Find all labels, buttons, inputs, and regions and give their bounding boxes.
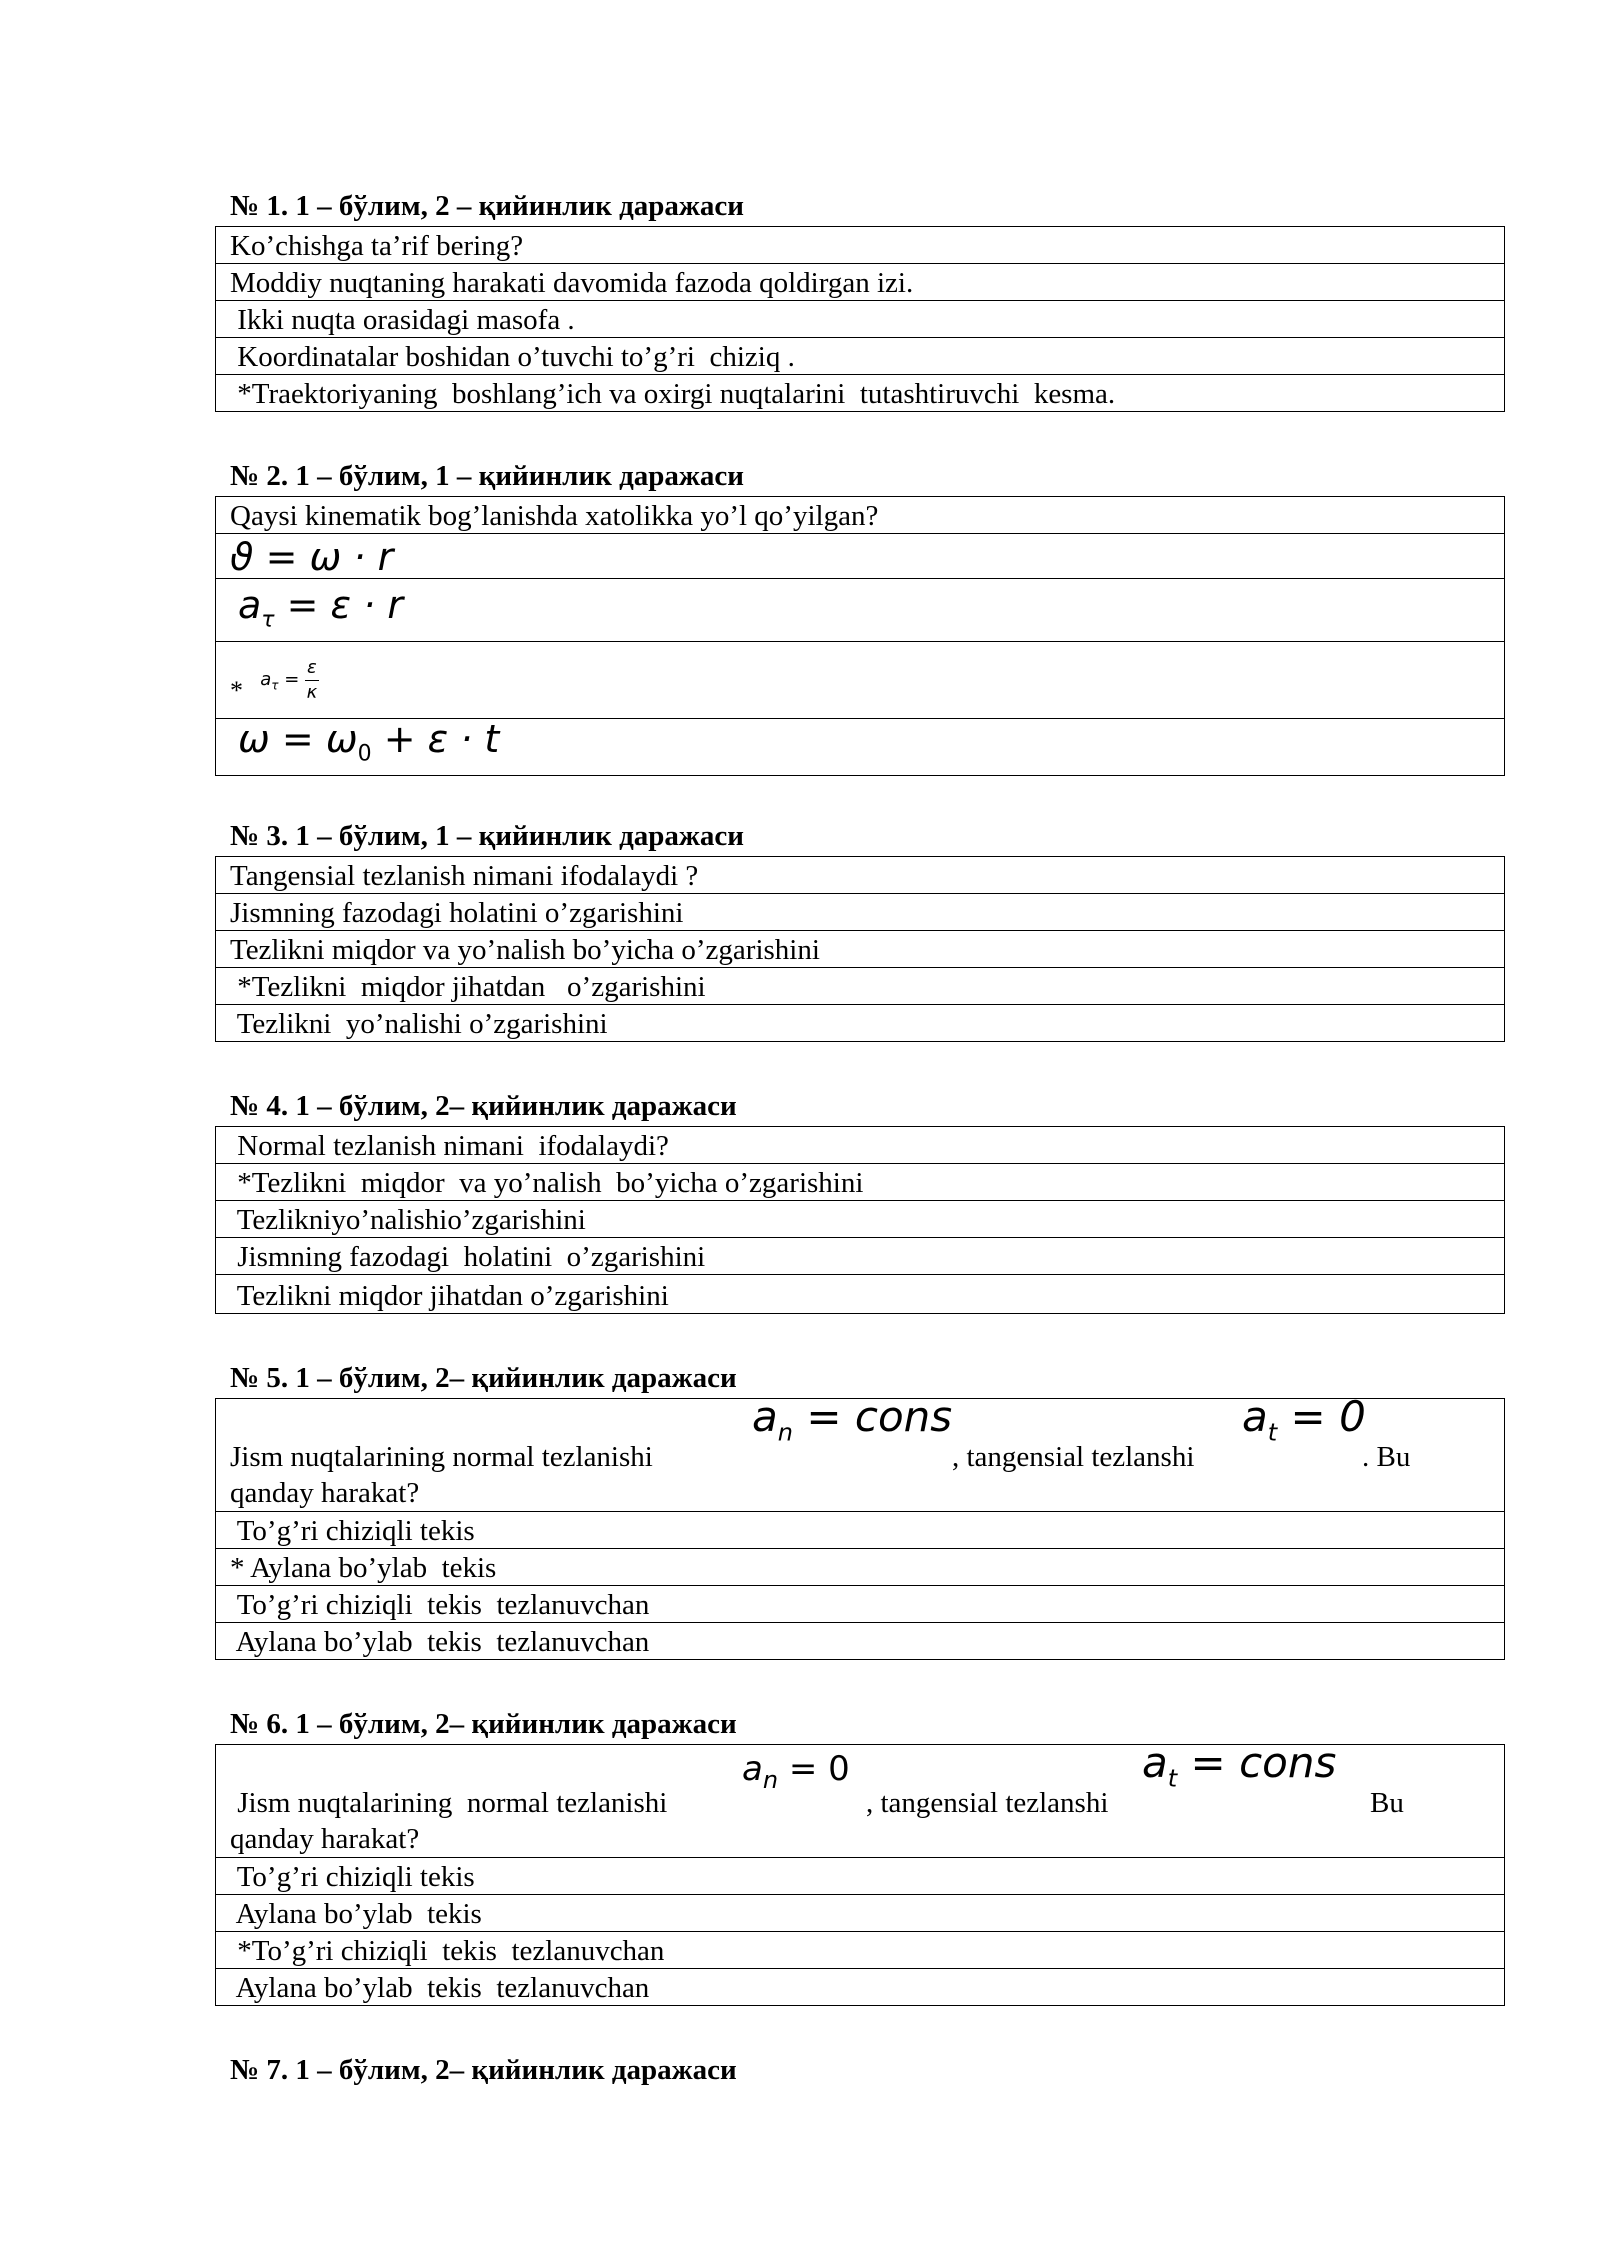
question-1-title: № 1. 1 – бўлим, 2 – қийинлик даражаси [230,190,745,222]
question-text-part: , tangensial tezlanshi [952,1441,1195,1473]
answer-option: *Tezlikni miqdor va yo’nalish bo’yicha o’zgarishini [216,1164,1505,1201]
question-1-table [215,226,1505,412]
question-2-table [215,496,1505,776]
question-7-title: № 7. 1 – бўлим, 2– қийинлик даражаси [230,2054,737,2086]
question-4-title: № 4. 1 – бўлим, 2– қийинлик даражаси [230,1090,737,1122]
question-text-line2: qanday harakat? [230,1823,420,1855]
formula-2: $a_\tau = \varepsilon \cdot r$ [238,583,403,633]
question-6-table [215,1738,1505,2006]
question-2-title: № 2. 1 – бўлим, 1 – қийинлик даражаси [230,460,745,492]
answer-option: Tezlikni yo’nalishi o’zgarishini [216,1005,1505,1042]
answer-option: Jismning fazodagi holatini o’zgarishini [216,1238,1505,1275]
answer-option: To’g’ri chiziqli tekis [216,1858,1505,1895]
question-4-table [215,1126,1505,1314]
question-5-text [216,1392,1505,1512]
answer-option: Tezlikni miqdor jihatdan o’zgarishini [216,1275,1505,1314]
formula-option [216,719,1505,776]
answer-option: *Traektoriyaning boshlang’ich va oxirgi nuqtalarini tutashtiruvchi kesma. [216,375,1505,412]
question-5-table [215,1392,1505,1660]
answer-option: To’g’ri chiziqli tekis [216,1512,1505,1549]
question-text-part: , tangensial tezlanshi [866,1787,1109,1819]
math-normal-accel: $a_n$ = cons [752,1392,953,1447]
formula-option [216,642,1505,719]
math-tangential-accel: $a_t$ = cons [1142,1738,1337,1793]
answer-option: To’g’ri chiziqli tekis tezlanuvchan [216,1586,1505,1623]
answer-option: * Aylana bo’ylab tekis [216,1549,1505,1586]
question-1-text: Ko’chishga ta’rif bering? [216,227,1505,264]
question-text-line2: qanday harakat? [230,1477,420,1509]
formula-3: $a_\tau$ = $\frac{\varepsilon}{\kappa}$ [260,656,318,703]
answer-option: Aylana bo’ylab tekis [216,1895,1505,1932]
answer-option: Koordinatalar boshidan o’tuvchi to’g’ri chiziq . [216,338,1505,375]
answer-option: Aylana bo’ylab tekis tezlanuvchan [216,1969,1505,2006]
answer-option: *To’g’ri chiziqli tekis tezlanuvchan [216,1932,1505,1969]
question-text-part: Bu [1370,1787,1404,1819]
answer-option: Tezlikniyo’nalishio’zgarishini [216,1201,1505,1238]
math-tangential-accel: $a_t = 0$ [1242,1392,1366,1447]
formula-option [216,579,1505,642]
question-3-text: Tangensial tezlanish nimani ifodalaydi ? [216,857,1505,894]
answer-option: *Tezlikni miqdor jihatdan o’zgarishini [216,968,1505,1005]
answer-option: Moddiy nuqtaning harakati davomida fazoda qoldirgan izi. [216,264,1505,301]
formula-4: $\omega = \omega_0 + \varepsilon \cdot t$ [238,717,500,767]
question-3-table [215,856,1505,1042]
question-2-text: Qaysi kinematik bog’lanishda xatolikka yo’l qo’yilgan? [216,497,1505,534]
answer-option: Aylana bo’ylab tekis tezlanuvchan [216,1623,1505,1660]
question-5-title: № 5. 1 – бўлим, 2– қийинлик даражаси [230,1362,737,1394]
formula-option [216,534,1505,579]
correct-marker: * [230,676,243,705]
question-text-part: Jism nuqtalarining normal tezlanishi [230,1441,653,1473]
question-text-part: . Bu [1362,1441,1411,1473]
question-6-title: № 6. 1 – бўлим, 2– қийинлик даражаси [230,1708,737,1740]
formula-1: ϑ = ω · r [230,535,394,579]
question-3-title: № 3. 1 – бўлим, 1 – қийинлик даражаси [230,820,745,852]
question-4-text: Normal tezlanish nimani ifodalaydi? [216,1127,1505,1164]
question-text-part: Jism nuqtalarining normal tezlanishi [230,1787,668,1819]
math-normal-accel: $a_n = 0$ [742,1749,850,1794]
answer-option: Jismning fazodagi holatini o’zgarishini [216,894,1505,931]
answer-option: Tezlikni miqdor va yo’nalish bo’yicha o’zgarishini [216,931,1505,968]
question-6-text [216,1738,1505,1858]
answer-option: Ikki nuqta orasidagi masofa . [216,301,1505,338]
